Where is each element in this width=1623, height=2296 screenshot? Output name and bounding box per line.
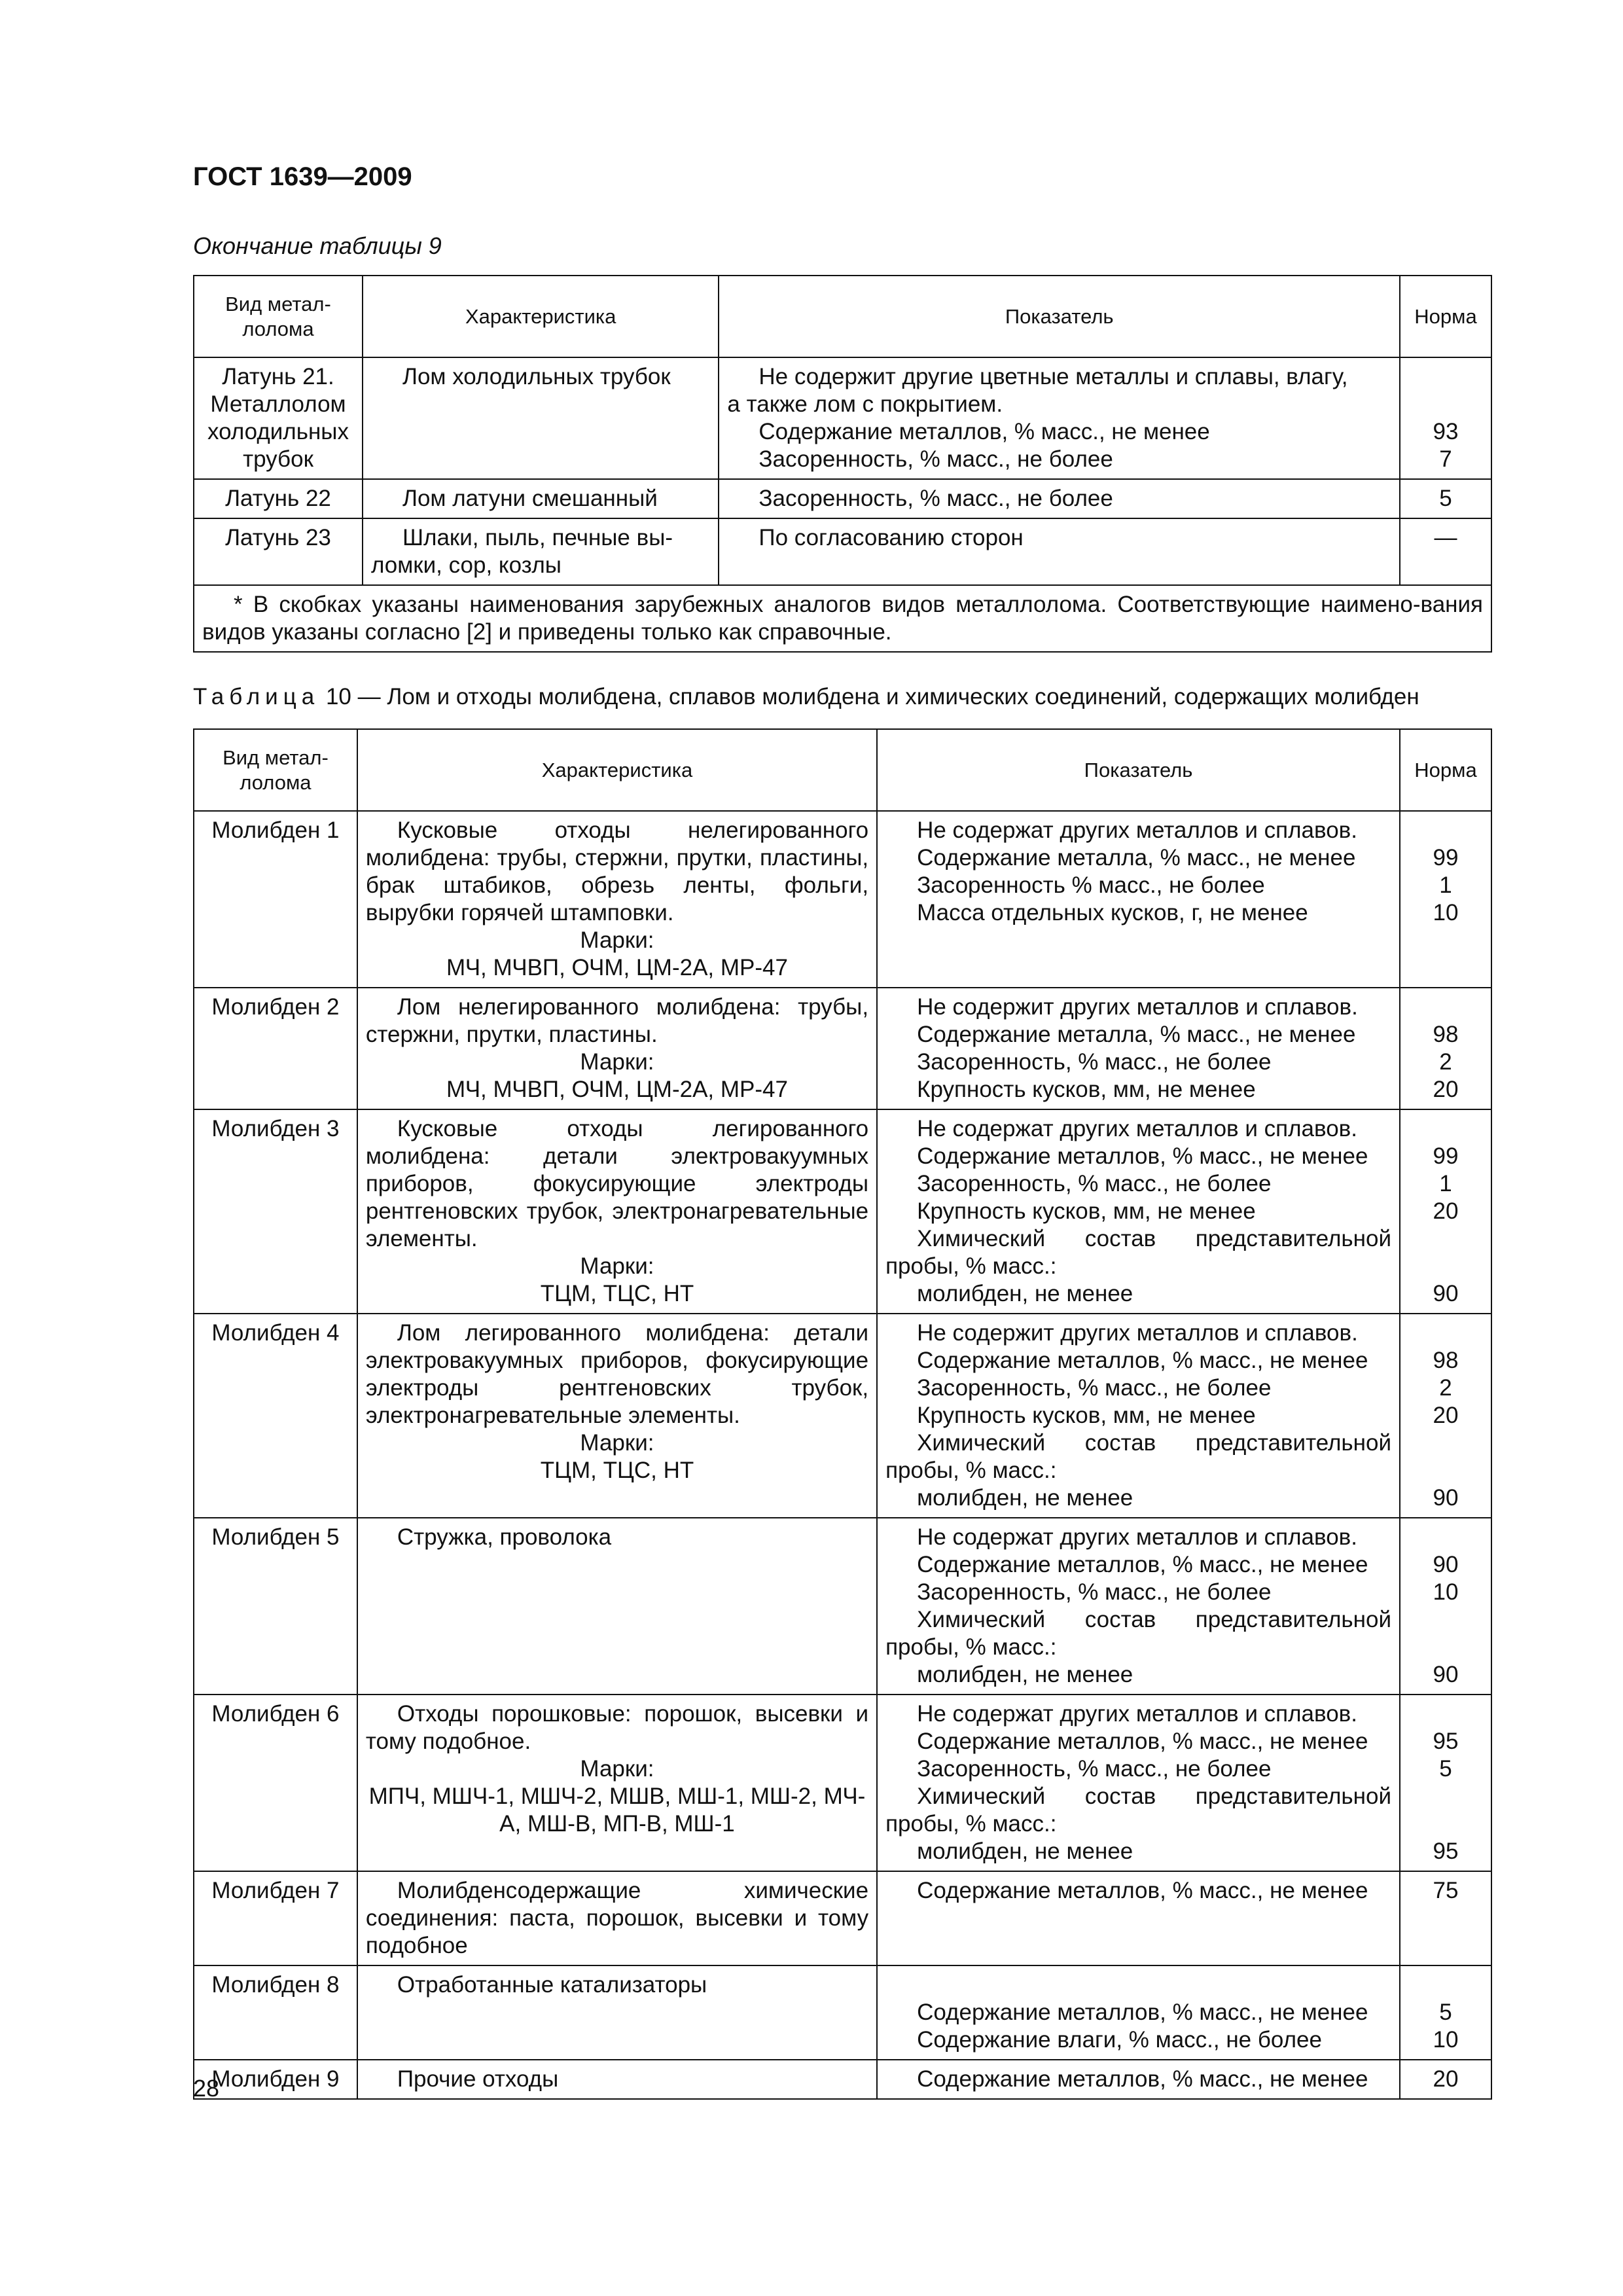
norm-value: 98	[1433, 1022, 1459, 1047]
row-indicators	[877, 988, 1400, 1109]
indicator-line: Содержание металлов, % масс., не менее	[917, 1878, 1368, 1903]
row-indicators	[877, 1965, 1400, 2060]
table-row	[194, 1695, 1491, 1871]
table10-title-text: 10 — Лом и отходы молибдена, сплавов молибдена и химических соединений, содержащих молибден	[325, 684, 1419, 709]
table-10	[193, 728, 1492, 2100]
indicator-line: Химический состав представительной пробы, % масс.:	[885, 1430, 1392, 1483]
row-type: Молибден 4	[194, 1314, 357, 1518]
norm-value: 10	[1433, 900, 1459, 925]
norm-value: 99	[1433, 1143, 1459, 1169]
table-row	[194, 479, 1491, 518]
table9-header-indicator: Показатель	[719, 276, 1400, 357]
norm-value: 2	[1439, 1049, 1452, 1075]
indicator-line: молибден, не менее	[917, 1281, 1133, 1306]
indicator-line: Засоренность, % масс., не более	[758, 446, 1113, 472]
page-number: 28	[193, 2075, 220, 2102]
indicator-line: а также лом с покрытием.	[727, 391, 1003, 417]
row-characteristic	[363, 357, 719, 479]
indicator-line: Не содержат других металлов и сплавов.	[917, 1116, 1357, 1141]
indicator-line: Химический состав представительной пробы, % масс.:	[885, 1226, 1392, 1279]
row-characteristic	[357, 1314, 877, 1518]
row-norms	[1400, 357, 1491, 479]
row-type	[194, 357, 363, 479]
indicator-line: Содержание металлов, % масс., не менее	[917, 2066, 1368, 2092]
table9-header-type	[194, 276, 363, 357]
row-indicators	[719, 518, 1400, 585]
row-characteristic	[357, 1695, 877, 1871]
indicator-line: молибден, не менее	[917, 1485, 1133, 1511]
row-indicators	[877, 1695, 1400, 1871]
row-characteristic	[357, 2060, 877, 2099]
norm-value: 5	[1439, 1756, 1452, 1782]
row-characteristic	[357, 1871, 877, 1965]
row-characteristic	[357, 1109, 877, 1314]
table10-header-type	[194, 729, 357, 811]
marks-label: Марки:	[580, 1430, 654, 1456]
indicator-line: Засоренность % масс., не более	[917, 872, 1265, 898]
row-type: Латунь 22	[194, 479, 363, 518]
indicator-line: молибден, не менее	[917, 1839, 1133, 1864]
row-type: Молибден 2	[194, 988, 357, 1109]
indicator-line: Масса отдельных кусков, г, не менее	[917, 900, 1308, 925]
row-type: Молибден 5	[194, 1518, 357, 1695]
row-norms: 5	[1400, 479, 1491, 518]
table-row	[194, 811, 1491, 988]
norm-value: 90	[1433, 1281, 1459, 1306]
table-9	[193, 275, 1492, 653]
norm-value: 5	[1439, 2000, 1452, 2025]
table-row	[194, 988, 1491, 1109]
row-norms	[1400, 988, 1491, 1109]
row-indicators	[719, 357, 1400, 479]
marks-list: ТЦМ, ТЦС, НТ	[540, 1281, 694, 1306]
indicator-line: Не содержат других металлов и сплавов.	[917, 1524, 1357, 1550]
row-indicators	[877, 1314, 1400, 1518]
indicator-line: Засоренность, % масс., не более	[917, 1579, 1272, 1605]
type-line: Металлолом	[210, 391, 346, 417]
row-norms	[1400, 1965, 1491, 2060]
characteristic-text: Шлаки, пыль, печные вы- ломки, сор, козлы	[370, 525, 673, 578]
marks-label: Марки:	[580, 1756, 654, 1782]
t10-h0: Вид метал- лолома	[223, 745, 329, 794]
indicator-line: Не содержат других металлов и сплавов.	[917, 1701, 1357, 1727]
row-characteristic	[357, 811, 877, 988]
row-norms	[1400, 1695, 1491, 1871]
indicator-line: Содержание металла, % масс., не менее	[917, 1022, 1356, 1047]
table9-caption: Окончание таблицы 9	[193, 232, 442, 259]
table10-header-norm: Норма	[1400, 729, 1491, 811]
norm-value: 20	[1433, 1077, 1459, 1102]
table10-header-characteristic: Характеристика	[357, 729, 877, 811]
norm-value: 2	[1439, 1375, 1452, 1401]
indicator-line: молибден, не менее	[917, 1662, 1133, 1687]
norm-value: 98	[1433, 1348, 1459, 1373]
norm-value: 1	[1439, 872, 1452, 898]
indicator-line: Не содержит других металлов и сплавов.	[917, 1320, 1358, 1346]
row-indicators	[877, 1109, 1400, 1314]
row-characteristic	[357, 1965, 877, 2060]
indicator-line: Содержание металла, % масс., не менее	[917, 845, 1356, 870]
norm-value: 7	[1439, 446, 1452, 472]
row-norms	[1400, 2060, 1491, 2099]
document-header: ГОСТ 1639—2009	[193, 162, 412, 191]
characteristic-text: Отработанные катализаторы	[397, 1972, 707, 1998]
indicator-line: Не содержит других металлов и сплавов.	[917, 994, 1358, 1020]
norm-value: 99	[1433, 845, 1459, 870]
table9-header-norm: Норма	[1400, 276, 1491, 357]
t9-h0: Вид метал- лолома	[225, 292, 331, 340]
row-type: Молибден 7	[194, 1871, 357, 1965]
table10-header-indicator: Показатель	[877, 729, 1400, 811]
row-indicators	[877, 1871, 1400, 1965]
row-characteristic	[357, 988, 877, 1109]
norm-value: 20	[1433, 2066, 1459, 2092]
norm-value: 75	[1433, 1878, 1459, 1903]
marks-list: МЧ, МЧВП, ОЧМ, ЦМ-2А, МР-47	[446, 955, 788, 980]
indicator-line: Содержание металлов, % масс., не менее	[917, 1552, 1368, 1577]
indicator-line: Содержание металлов, % масс., не менее	[917, 1348, 1368, 1373]
indicator-line: Крупность кусков, мм, не менее	[917, 1403, 1256, 1428]
characteristic-text: Прочие отходы	[397, 2066, 559, 2092]
norm-value: 93	[1433, 419, 1459, 444]
indicator-line: Не содержит другие цветные металлы и сплавы, влагу,	[758, 364, 1348, 389]
marks-list: МПЧ, МШЧ-1, МШЧ-2, МШВ, МШ-1, МШ-2, МЧ-А, МШ-В, МП-В, МШ-1	[368, 1784, 866, 1837]
indicator-line: Засоренность, % масс., не более	[917, 1375, 1272, 1401]
norm-value: 10	[1433, 1579, 1459, 1605]
table-row	[194, 518, 1491, 585]
table-row	[194, 1109, 1491, 1314]
characteristic-text: Кусковые отходы нелегированного молибдена: трубы, стержни, прутки, пластины, брак штабиков, обрезь ленты, фольги, вырубки горячей штамповки.	[365, 817, 869, 925]
row-characteristic	[357, 1518, 877, 1695]
row-norms: —	[1400, 518, 1491, 585]
footnote-text: * В скобках указаны наименования зарубежных аналогов видов металлолома. Соответствующие наимено-вания видов указаны согласно [2] и приведены только как справочные.	[202, 592, 1483, 645]
type-line: холодильных	[207, 419, 349, 444]
row-norms	[1400, 1518, 1491, 1695]
characteristic-text: Лом нелегированного молибдена: трубы, стержни, прутки, пластины.	[365, 994, 869, 1047]
table-row	[194, 1314, 1491, 1518]
marks-list: ТЦМ, ТЦС, НТ	[540, 1458, 694, 1483]
row-norms	[1400, 1314, 1491, 1518]
indicator-line: Засоренность, % масс., не более	[917, 1756, 1272, 1782]
indicator-line: Не содержат других металлов и сплавов.	[917, 817, 1357, 843]
indicator-line: Химический состав представительной пробы, % масс.:	[885, 1607, 1392, 1660]
row-type: Молибден 3	[194, 1109, 357, 1314]
row-norms	[1400, 811, 1491, 988]
norm-value: 90	[1433, 1662, 1459, 1687]
norm-value: 90	[1433, 1485, 1459, 1511]
norm-value: 90	[1433, 1552, 1459, 1577]
indicator-line: Засоренность, % масс., не более	[917, 1171, 1272, 1196]
indicator-line: По согласованию сторон	[758, 525, 1024, 550]
indicator-line: Содержание металлов, % масс., не менее	[917, 1143, 1368, 1169]
indicator-line: Крупность кусков, мм, не менее	[917, 1077, 1256, 1102]
table-row	[194, 1965, 1491, 2060]
table9-header-characteristic: Характеристика	[363, 276, 719, 357]
marks-label: Марки:	[580, 1253, 654, 1279]
norm-value: 95	[1433, 1839, 1459, 1864]
indicator-line: Крупность кусков, мм, не менее	[917, 1198, 1256, 1224]
characteristic-text: Лом латуни смешанный	[402, 486, 658, 511]
norm-value: 20	[1433, 1403, 1459, 1428]
table-row	[194, 2060, 1491, 2099]
characteristic-text: Отходы порошковые: порошок, высевки и тому подобное.	[365, 1701, 869, 1754]
table-row	[194, 1518, 1491, 1695]
indicator-line: Химический состав представительной пробы, % масс.:	[885, 1784, 1392, 1837]
row-type: Молибден 8	[194, 1965, 357, 2060]
row-type: Молибден 6	[194, 1695, 357, 1871]
row-indicators	[877, 1518, 1400, 1695]
indicator-line: Засоренность, % масс., не более	[917, 1049, 1272, 1075]
row-indicators	[877, 811, 1400, 988]
marks-label: Марки:	[580, 927, 654, 953]
marks-list: МЧ, МЧВП, ОЧМ, ЦМ-2А, МР-47	[446, 1077, 788, 1102]
row-characteristic	[363, 518, 719, 585]
indicator-line: Содержание металлов, % масс., не менее	[917, 1729, 1368, 1754]
norm-value: 10	[1433, 2027, 1459, 2053]
norm-value: 95	[1433, 1729, 1459, 1754]
characteristic-text: Стружка, проволока	[397, 1524, 612, 1550]
norm-value: 20	[1433, 1198, 1459, 1224]
marks-label: Марки:	[580, 1049, 654, 1075]
characteristic-text: Лом легированного молибдена: детали электровакуумных приборов, фокусирующие электроды рентгеновских трубок, электронагревательные элементы.	[365, 1320, 869, 1428]
table9-footnote	[194, 585, 1491, 652]
table-row	[194, 1871, 1491, 1965]
row-indicators	[719, 479, 1400, 518]
row-norms	[1400, 1871, 1491, 1965]
characteristic-text: Лом холодильных трубок	[402, 364, 671, 389]
type-line: трубок	[243, 446, 313, 472]
table10-body	[194, 811, 1491, 2099]
table-footnote-row	[194, 585, 1491, 652]
indicator-line: Содержание влаги, % масс., не более	[917, 2027, 1322, 2053]
row-indicators	[877, 2060, 1400, 2099]
type-line: Латунь 21.	[222, 364, 334, 389]
characteristic-text: Молибденсодержащие химические соединения: паста, порошок, высевки и тому подобное	[365, 1878, 869, 1958]
characteristic-text: Кусковые отходы легированного молибдена: детали электровакуумных приборов, фокусирующие электроды рентгеновских трубок, электронагревательные элементы.	[365, 1116, 869, 1251]
row-type: Молибден 1	[194, 811, 357, 988]
row-characteristic	[363, 479, 719, 518]
norm-value: 1	[1439, 1171, 1452, 1196]
row-norms	[1400, 1109, 1491, 1314]
row-type: Молибден 9	[194, 2060, 357, 2099]
indicator-line: Засоренность, % масс., не более	[758, 486, 1113, 511]
table10-title-prefix: Таблица	[193, 684, 320, 709]
row-type: Латунь 23	[194, 518, 363, 585]
indicator-line: Содержание металлов, % масс., не менее	[758, 419, 1210, 444]
table-row	[194, 357, 1491, 479]
table10-title	[193, 684, 1419, 710]
indicator-line: Содержание металлов, % масс., не менее	[917, 2000, 1368, 2025]
